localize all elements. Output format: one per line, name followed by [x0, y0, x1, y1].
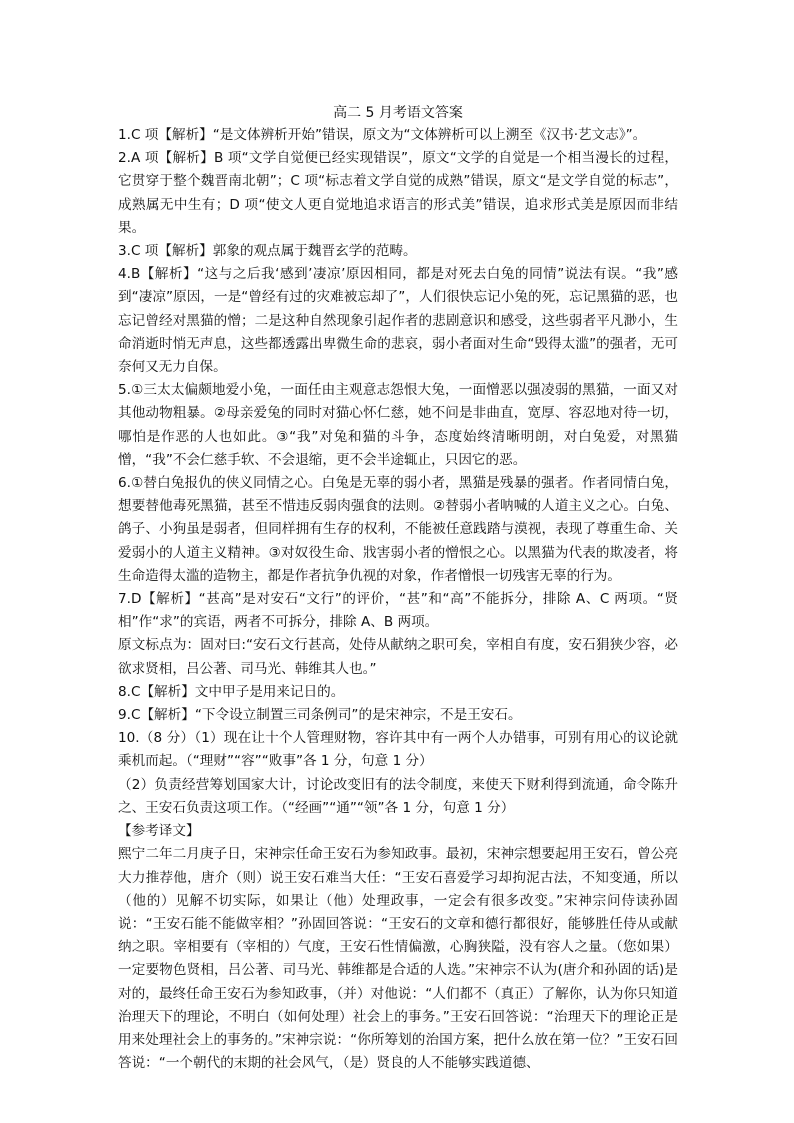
answer-6: 6.①替白兔报仇的侠义同情之心。白兔是无辜的弱小者，黑猫是残暴的强者。作者同情白兔，想要替他毒死黑猫，甚至不惜违反弱肉强食的法则。②替弱小者呐喊的人道主义之心。白兔、鸽子、小狗虽是弱者，但同样拥有生存的权利，不能被任意践踏与漠视，表现了尊重生命、关爱弱小的人道主义精神。③对奴役生命、戕害弱小者的憎恨之心。以黑猫为代表的欺凌者，将生命造得太滥的造物主，都是作者抗争仇视的对象，作者憎恨一切残害无辜的行为。 [118, 475, 678, 584]
answer-5: 5.①三太太偏颇地爱小兔，一面任由主观意志怨恨大兔，一面憎恶以强凌弱的黑猫，一面又对其他动物粗暴。②母亲爱兔的同时对猫心怀仁慈，她不问是非曲直，宽厚、容忍地对待一切，哪怕是作恶的人也如此。③“我”对兔和猫的斗争，态度始终清晰明朗，对白兔爱，对黑猫憎，“我”不会仁慈手软、不会退缩，更不会半途辄止，只因它的恶。 [118, 382, 678, 468]
answer-1: 1.C 项【解析】“是文体辨析开始”错误，原文为“文体辨析可以上溯至《汉书·艺文志》”。 [118, 127, 647, 143]
answer-7: 7.D【解析】“甚高”是对安石“文行”的评价，“甚”和“高”不能拆分，排除 A、C 两项。“贤相”作“求”的宾语，两者不可拆分，排除 A、B 两项。 [118, 591, 678, 631]
answer-9: 9.C【解析】“下令设立制置三司条例司”的是宋神宗，不是王安石。 [118, 707, 522, 724]
answer-document [118, 100, 678, 1075]
answer-8: 8.C【解析】文中甲子是用来记日的。 [118, 683, 345, 700]
answer-10-part-2: （2）负责经营筹划国家大计，讨论改变旧有的法令制度，来使天下财利得到流通，命令陈升之、王安石负责这项工作。（“经画”“通”“领”各 1 分，句意 1 分） [118, 776, 678, 816]
answer-10-part-1: 10.（8 分）（1）现在让十个人管理财物，容许其中有一两个人办错事，可别有用心的议论就乘机而起。（“理财”“容”“败事”各 1 分，句意 1 分） [118, 730, 678, 770]
answer-3: 3.C 项【解析】郭象的观点属于魏晋玄学的范畴。 [118, 243, 417, 260]
answer-2: 2.A 项【解析】B 项“文学自觉便已经实现错误”，原文“文学的自觉是一个相当漫长的过程，它贯穿于整个魏晋南北朝”；C 项“标志着文学自觉的成熟”错误，原文“是文学自觉的标志”，成熟属无中生有；D 项“使文人更自觉地追求语言的形式美”错误，追求形式美是原因而非结果。 [118, 150, 678, 236]
translation-heading: 【参考译文】 [118, 823, 200, 840]
answer-7-punctuation: 原文标点为：固对曰:“安石文行甚高，处侍从献纳之职可矣，宰相自有度，安石狷狭少容，必欲求贤相，吕公著、司马光、韩维其人也。” [118, 637, 678, 677]
answer-4: 4.B【解析】“这与之后我‘感到’凄凉’原因相同，都是对死去白兔的同情”说法有误。“我”感到“凄凉”原因，一是“曾经有过的灾难被忘却了”，人们很快忘记小兔的死，忘记黑猫的恶，也忘记曾经对黑猫的憎；二是这种自然现象引起作者的悲剧意识和感受，这些弱者平凡渺小，生命消逝时悄无声息，这些都透露出卑微生命的悲哀，弱小者面对生命“毁得太滥”的强者，无可奈何又无力自保。 [118, 266, 678, 376]
translation-text: 熙宁二年二月庚子日，宋神宗任命王安石为参知政事。最初，宋神宗想要起用王安石，曾公亮大力推荐他，唐介（则）说王安石难当大任：“王安石喜爱学习却拘泥古法，不知变通，所以（他的）见解不切实际，如果让（他）处理政事，一定会有很多改变。”宋神宗问侍读孙固说：“王安石能不能做宰相？”孙固回答说：“王安石的文章和德行都很好，能够胜任侍从或献纳之职。宰相要有（宰相的）气度，王安石性情偏激，心胸狭隘，没有容人之量。（您如果）一定要物色贤相，吕公著、司马光、韩维都是合适的人选。”宋神宗不认为(唐介和孙固的话)是对的，最终任命王安石为参知政事，（并）对他说：“人们都不（真正）了解你，认为你只知道治理天下的理论，不明白（如何处理）社会上的事务。”王安石回答说：“治理天下的理论正是用来处理社会上的事务的。”宋神宗说：“你所筹划的治国方案，把什么放在第一位？”王安石回答说：“一个朝代的末期的社会风气，（是）贤良的人不能够实践道德、 [118, 846, 678, 1072]
page-title: 高二 5 月考语文答案 [333, 105, 463, 121]
